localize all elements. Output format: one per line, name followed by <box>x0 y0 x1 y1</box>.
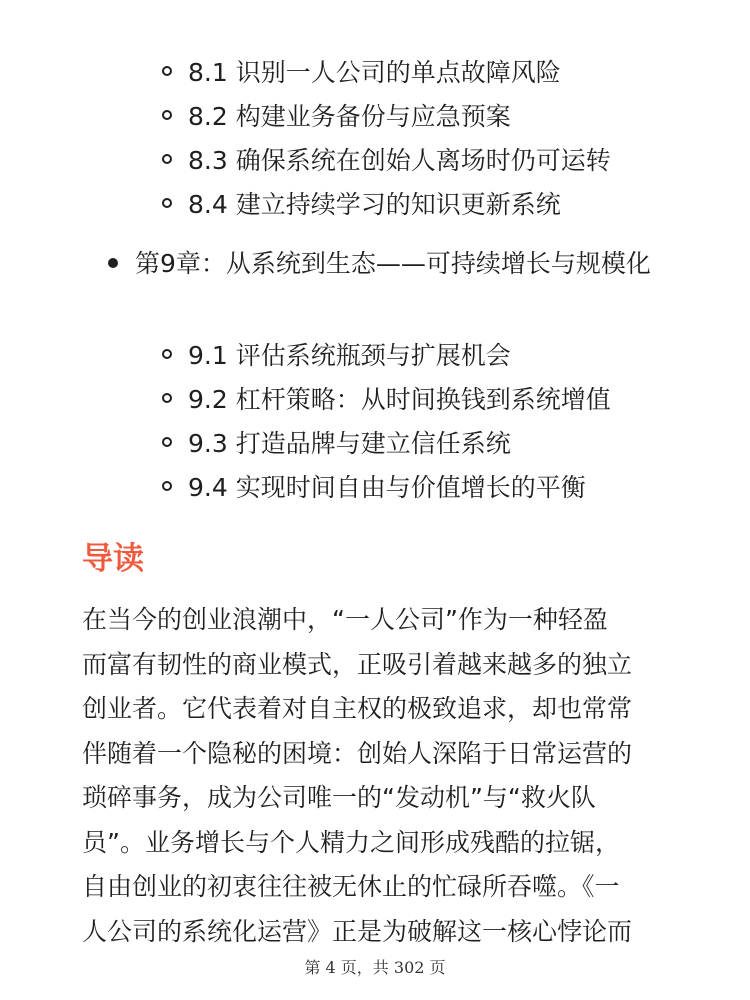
toc-section-label: 9.2 杠杆策略：从时间换钱到系统增值 <box>188 385 611 414</box>
section-heading-intro: 导读 <box>82 541 144 577</box>
toc-chapter-9[interactable] <box>108 243 688 284</box>
circle-bullet-icon <box>162 198 172 208</box>
page-number-footer: 第 4 页，共 302 页 <box>304 958 446 977</box>
toc-section-label: 8.2 构建业务备份与应急预案 <box>188 102 511 131</box>
circle-bullet-icon <box>162 481 172 491</box>
paragraph-line: 琐碎事务，成为公司唯一的“发动机”与“救火队 <box>82 783 596 812</box>
paragraph-line: 自由创业的初衷往往被无休止的忙碌所吞噬。《一 <box>82 872 620 901</box>
intro-paragraph <box>82 598 672 954</box>
toc-section-label: 9.3 打造品牌与建立信任系统 <box>188 429 511 458</box>
circle-bullet-icon <box>162 393 172 403</box>
disc-bullet-icon <box>108 258 118 268</box>
circle-bullet-icon <box>162 110 172 120</box>
toc-section-label: 8.1 识别一人公司的单点故障风险 <box>188 58 561 87</box>
toc-section-9-1[interactable] <box>162 334 511 374</box>
toc-section-label: 9.1 评估系统瓶颈与扩展机会 <box>188 341 511 370</box>
toc-section-9-4[interactable] <box>162 466 586 506</box>
paragraph-line: 伴随着一个隐秘的困境：创始人深陷于日常运营的 <box>82 738 633 768</box>
paragraph-line: 创业者。它代表着对自主权的极致追求，却也常常 <box>82 694 633 723</box>
toc-section-8-2[interactable] <box>162 95 511 135</box>
paragraph-line: 员”。业务增长与个人精力之间形成残酷的拉锯， <box>82 827 620 857</box>
toc-section-8-4[interactable] <box>162 183 561 223</box>
circle-bullet-icon <box>162 154 172 164</box>
circle-bullet-icon <box>162 349 172 359</box>
circle-bullet-icon <box>162 66 172 76</box>
toc-section-label: 8.3 确保系统在创始人离场时仍可运转 <box>188 146 611 175</box>
toc-section-label: 9.4 实现时间自由与价值增长的平衡 <box>188 473 586 502</box>
paragraph-line: 人公司的系统化运营》正是为破解这一核心悖论而 <box>82 916 633 946</box>
toc-section-9-3[interactable] <box>162 422 511 462</box>
toc-chapter-title: 第9章：从系统到生态——可持续增长与规模化 <box>135 249 651 278</box>
toc-section-9-2[interactable] <box>162 378 611 418</box>
paragraph-line: 在当今的创业浪潮中，“一人公司”作为一种轻盈 <box>82 605 608 634</box>
toc-section-8-1[interactable] <box>162 51 561 91</box>
toc-section-8-3[interactable] <box>162 139 611 179</box>
toc-section-label: 8.4 建立持续学习的知识更新系统 <box>188 190 561 219</box>
paragraph-line: 而富有韧性的商业模式，正吸引着越来越多的独立 <box>82 649 633 679</box>
circle-bullet-icon <box>162 437 172 447</box>
